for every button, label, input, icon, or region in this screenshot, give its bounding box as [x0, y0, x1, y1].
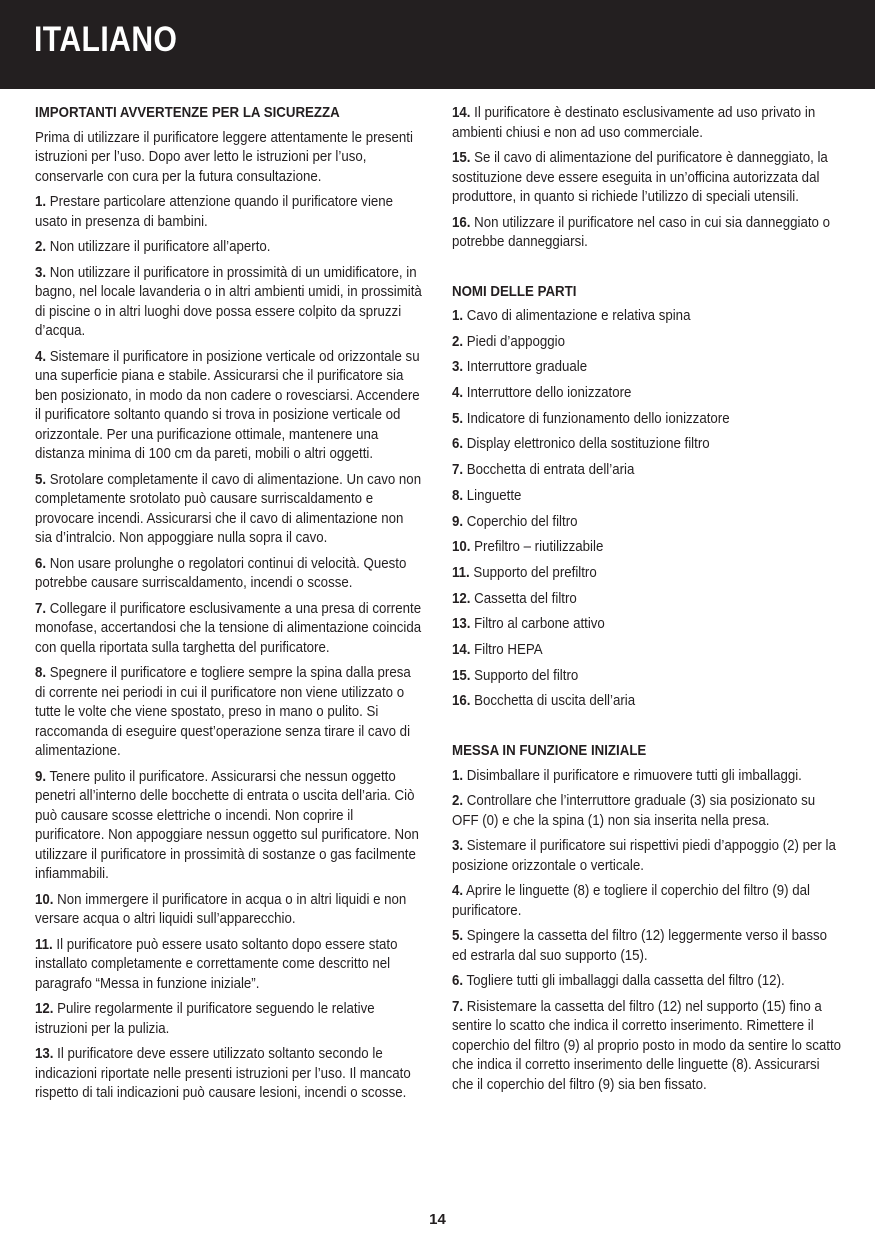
safety-item-number: 13. — [35, 1046, 54, 1062]
safety-item-text: Non utilizzare il purificatore all’aperto. — [49, 239, 271, 255]
part-item-number: 9. — [452, 513, 464, 530]
startup-step — [452, 882, 842, 921]
safety-intro: Prima di utilizzare il purificatore leggere attentamente le presenti istruzioni per l’uso. Dopo aver letto le istruzioni per l’uso, conservarle con cura per la futura consultazione. — [35, 129, 413, 185]
safety-item — [35, 1000, 423, 1039]
startup-step-number: 6. — [452, 973, 464, 989]
safety-item-text: Srotolare completamente il cavo di alimentazione. Un cavo non completamente srotolato può causare surriscaldamento e provocare incendi. Assicurarsi che il cavo di alimentazione non sia d’intralcio. Non appoggiare nulla sopra il cavo. — [35, 471, 422, 546]
part-item-number: 8. — [452, 487, 464, 504]
safety-item — [35, 768, 423, 885]
part-item-text: Display elettronico della sostituzione filtro — [466, 436, 710, 453]
safety-item — [35, 193, 423, 232]
part-item — [452, 590, 842, 610]
startup-heading: MESSA IN FUNZIONE INIZIALE — [452, 743, 647, 759]
part-item — [452, 461, 842, 481]
part-item-text: Filtro HEPA — [474, 641, 543, 658]
safety-item-number: 16. — [452, 214, 471, 231]
safety-item-number: 3. — [35, 264, 47, 281]
safety-item-text: Sistemare il purificatore in posizione verticale od orizzontale su una superficie piana e stabile. Assicurarsi che il purificatore sia ben posizionato, in modo da non cadere o rovesciarsi. Accendere il purificatore soltanto quando si trova in posizione verticale od orizzontale. Per una purificazione ottimale, mantenere una distanza minima di 100 cm da pareti, mobili o altri oggetti. — [35, 348, 420, 462]
startup-step — [452, 767, 842, 787]
part-item — [452, 641, 842, 661]
safety-item-number: 11. — [35, 936, 53, 953]
safety-item — [452, 149, 842, 208]
safety-item — [35, 664, 423, 762]
safety-item-text: Se il cavo di alimentazione del purificatore è danneggiato, la sostituzione deve essere eseguita in un’officina autorizzata dal produttore, in quanto si richiede l’utilizzo di speciali utensili. — [452, 150, 828, 205]
safety-item-number: 12. — [35, 1001, 54, 1017]
part-item — [452, 538, 842, 558]
left-column — [35, 104, 423, 1110]
part-item-number: 3. — [452, 359, 464, 376]
safety-item — [35, 600, 423, 659]
safety-item-number: 7. — [35, 600, 47, 617]
part-item-number: 11. — [452, 564, 470, 581]
safety-item-number: 2. — [35, 239, 47, 255]
part-item-text: Coperchio del filtro — [466, 513, 578, 530]
startup-step — [452, 998, 842, 1096]
safety-item-text: Non immergere il purificatore in acqua o in altri liquidi e non versare acqua o altri liquidi sull’apparecchio. — [35, 891, 407, 927]
safety-item — [35, 264, 423, 342]
startup-step-number: 2. — [452, 793, 464, 809]
safety-item-number: 6. — [35, 555, 47, 572]
safety-item — [35, 891, 423, 930]
safety-item-text: Il purificatore deve essere utilizzato soltanto secondo le indicazioni riportate nelle presenti istruzioni per l’uso. Il mancato rispetto di tali indicazioni può causare lesioni, incendi o scosse. — [35, 1046, 411, 1101]
startup-step-number: 1. — [452, 767, 464, 784]
safety-item-text: Non utilizzare il purificatore in prossimità di un umidificatore, in bagno, nel locale lavanderia o in altri ambienti umidi, in prossimità di piscine o in altri luoghi dove possa essere colpito da spruzzi d’acqua. — [35, 264, 422, 339]
startup-step-text: Risistemare la cassetta del filtro (12) nel supporto (15) fino a sentire lo scatto che indica il corretto inserimento. Rimettere il coperchio del filtro (9) al proprio posto in modo da sentire lo scatto che indica il corretto inserimento delle linguette (8). Assicurarsi che il coperchio del filtro (9) sia ben fissato. — [452, 998, 842, 1093]
safety-item-text: Spegnere il purificatore e togliere sempre la spina dalla presa di corrente nei periodi in cui il purificatore non viene utilizzato o tutte le volte che viene spostato, preso in mano o pulito. Si raccomanda di eseguire quest’operazione senza tirare il cavo di alimentazione. — [35, 665, 411, 759]
startup-step-number: 3. — [452, 838, 464, 854]
startup-step-text: Sistemare il purificatore sui rispettivi piedi d’appoggio (2) per la posizione orizzontale o verticale. — [452, 838, 836, 874]
safety-item-number: 10. — [35, 891, 54, 908]
part-item — [452, 307, 842, 327]
part-item — [452, 564, 842, 584]
part-item — [452, 692, 842, 712]
startup-step-number: 5. — [452, 928, 464, 944]
part-item-text: Filtro al carbone attivo — [474, 616, 605, 633]
safety-heading: IMPORTANTI AVVERTENZE PER LA SICUREZZA — [35, 105, 340, 121]
part-item-text: Bocchetta di uscita dell’aria — [474, 693, 636, 710]
language-title: ITALIANO — [34, 20, 178, 59]
right-column — [452, 104, 842, 1101]
part-item-number: 13. — [452, 616, 471, 633]
page-header — [0, 0, 875, 89]
safety-item-number: 8. — [35, 665, 47, 681]
part-item-text: Supporto del prefiltro — [473, 564, 597, 581]
safety-item-text: Pulire regolarmente il purificatore seguendo le relative istruzioni per la pulizia. — [35, 1001, 375, 1037]
part-item-number: 5. — [452, 410, 464, 427]
part-item-text: Prefiltro – riutilizzabile — [474, 539, 604, 556]
startup-step — [452, 792, 842, 831]
startup-step-text: Togliere tutti gli imballaggi dalla cassetta del filtro (12). — [466, 973, 785, 989]
part-item — [452, 667, 842, 687]
safety-item — [35, 936, 423, 995]
safety-list-left — [35, 193, 423, 1104]
startup-step — [452, 972, 842, 992]
part-item-number: 14. — [452, 641, 471, 658]
startup-step — [452, 927, 842, 966]
startup-step — [452, 837, 842, 876]
startup-step-text: Spingere la cassetta del filtro (12) leggermente verso il basso ed estrarla dal suo supporto (15). — [452, 928, 828, 964]
startup-step-text: Disimballare il purificatore e rimuovere tutti gli imballaggi. — [466, 767, 802, 784]
part-item-text: Piedi d’appoggio — [466, 333, 565, 350]
part-item — [452, 435, 842, 455]
safety-item-text: Collegare il purificatore esclusivamente a una presa di corrente monofase, accertandosi che la tensione di alimentazione coincida con quella riportata sulla targhetta del purificatore. — [35, 600, 422, 656]
part-item-text: Interruttore dello ionizzatore — [466, 385, 632, 402]
safety-item — [452, 104, 842, 143]
safety-item-text: Non utilizzare il purificatore nel caso in cui sia danneggiato o potrebbe danneggiarsi. — [452, 214, 830, 250]
safety-item-text: Tenere pulito il purificatore. Assicurarsi che nessun oggetto penetri all’interno delle bocchette di entrata o uscita dell’aria. Ciò può causare scosse elettriche o incendi. Non coprire il purificatore. Non appoggiare nessun oggetto sul purificatore. Non utilizzare il purificatore in prossimità di sostanze o gas facilmente infiammabili. — [35, 768, 419, 882]
safety-item-text: Il purificatore può essere usato soltanto dopo essere stato installato completamente e correttamente come descritto nel paragrafo “Messa in funzione iniziale”. — [35, 936, 398, 992]
part-item — [452, 410, 842, 430]
part-item-number: 12. — [452, 590, 471, 607]
part-item — [452, 333, 842, 353]
part-item-number: 6. — [452, 436, 464, 453]
startup-step-number: 7. — [452, 998, 464, 1015]
part-item-text: Bocchetta di entrata dell’aria — [466, 462, 635, 479]
page-number: 14 — [429, 1211, 446, 1228]
part-item-number: 7. — [452, 462, 464, 479]
safety-item — [35, 555, 423, 594]
safety-item — [35, 348, 423, 465]
safety-item — [452, 214, 842, 253]
safety-item-number: 4. — [35, 348, 47, 365]
part-item — [452, 384, 842, 404]
part-item-text: Indicatore di funzionamento dello ionizzatore — [466, 410, 730, 427]
part-item — [452, 358, 842, 378]
part-item-text: Cavo di alimentazione e relativa spina — [466, 308, 691, 324]
safety-item-number: 9. — [35, 768, 47, 785]
part-item-number: 10. — [452, 539, 471, 556]
safety-item — [35, 238, 423, 258]
startup-step-text: Aprire le linguette (8) e togliere il coperchio del filtro (9) dal purificatore. — [452, 883, 811, 919]
safety-item-number: 14. — [452, 105, 471, 121]
safety-item-text: Prestare particolare attenzione quando il purificatore viene usato in presenza di bambini. — [35, 194, 394, 230]
safety-item — [35, 1045, 423, 1104]
part-item-number: 15. — [452, 667, 471, 684]
parts-list — [452, 307, 842, 712]
part-item — [452, 615, 842, 635]
part-item-text: Linguette — [466, 487, 522, 504]
safety-item — [35, 471, 423, 549]
part-item — [452, 513, 842, 533]
part-item-number: 1. — [452, 308, 464, 324]
safety-list-right — [452, 104, 842, 253]
part-item-number: 16. — [452, 693, 471, 710]
part-item — [452, 487, 842, 507]
part-item-text: Interruttore graduale — [466, 359, 588, 376]
part-item-text: Supporto del filtro — [474, 667, 579, 684]
safety-item-text: Il purificatore è destinato esclusivamente ad uso privato in ambienti chiusi e non ad uso commerciale. — [452, 105, 816, 141]
startup-step-text: Controllare che l’interruttore graduale (3) sia posizionato su OFF (0) e che la spina (1) non sia inserita nella presa. — [452, 793, 816, 829]
part-item-number: 4. — [452, 385, 464, 402]
startup-list — [452, 767, 842, 1096]
safety-item-number: 15. — [452, 150, 471, 166]
safety-item-number: 1. — [35, 194, 47, 210]
part-item-number: 2. — [452, 333, 464, 350]
startup-step-number: 4. — [452, 883, 464, 899]
parts-heading: NOMI DELLE PARTI — [452, 283, 577, 300]
safety-item-text: Non usare prolunghe o regolatori continui di velocità. Questo potrebbe causare surriscaldamento, incendi o scosse. — [35, 555, 407, 591]
part-item-text: Cassetta del filtro — [474, 590, 577, 607]
safety-item-number: 5. — [35, 471, 47, 488]
